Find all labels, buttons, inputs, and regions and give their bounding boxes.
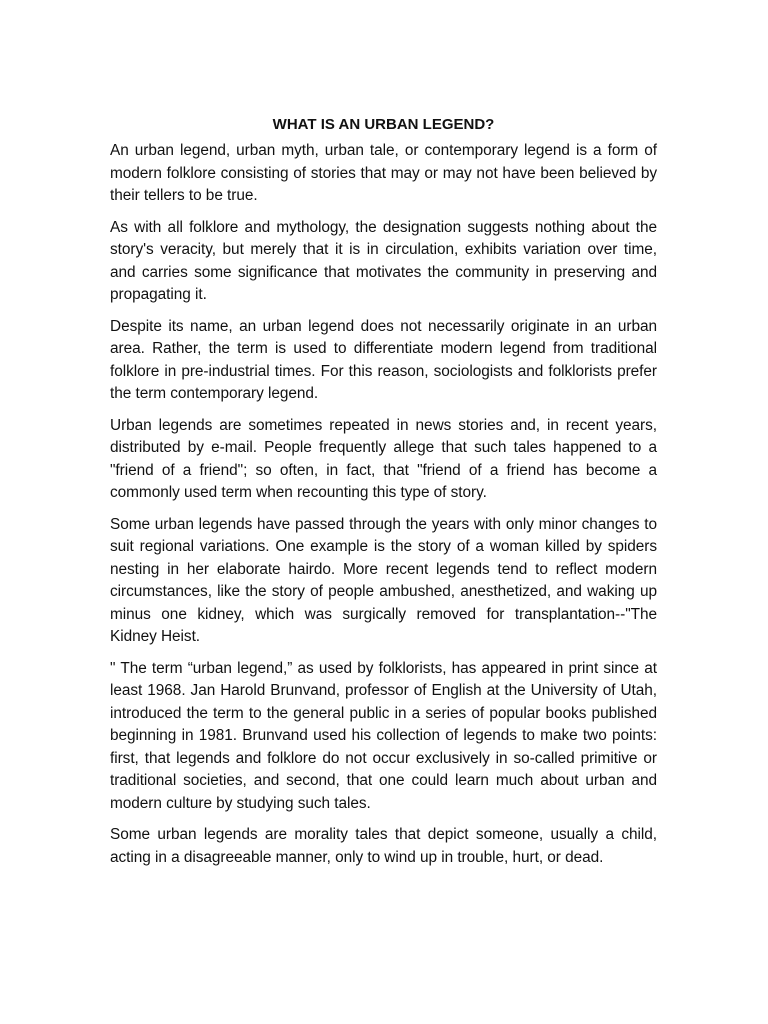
paragraph-folklore: As with all folklore and mythology, the designation suggests nothing about the story's veracity, but merely that it is in circulation, exhibits variation over time, and carries some significance that motivates the community in preserving and propagating it. bbox=[110, 218, 657, 303]
paragraph-brunvand: " The term “urban legend,” as used by folklorists, has appeared in print since at least 1968. Jan Harold Brunvand, professor of English at the University of Utah, introduced the term to the general public in a series of popular books published beginning in 1981. Brunvand used his collection of legends to make two points: first, that legends and folklore do not occur exclusively in so-called primitive or traditional societies, and second, that one could learn much about urban and modern culture by studying such tales. bbox=[110, 659, 657, 812]
paragraph-definition: An urban legend, urban myth, urban tale, or contemporary legend is a form of modern folklore consisting of stories that may or may not have been believed by their tellers to be true. bbox=[110, 142, 657, 204]
paragraph-news-email: Urban legends are sometimes repeated in news stories and, in recent years, distributed by e-mail. People frequently allege that such tales happened to a "friend of a friend"; so often, in fact, that "friend of a friend has become a commonly used term when recounting this type of story. bbox=[110, 416, 657, 501]
document-page bbox=[110, 114, 657, 878]
paragraph-morality-tales: Some urban legends are morality tales that depict someone, usually a child, acting in a disagreeable manner, only to wind up in trouble, hurt, or dead. bbox=[110, 826, 657, 866]
paragraph-variations: Some urban legends have passed through the years with only minor changes to suit regional variations. One example is the story of a woman killed by spiders nesting in her elaborate hairdo. More recent legends tend to reflect modern circumstances, like the story of people ambushed, anesthetized, and waking up minus one kidney, which was surgically removed for transplantation--"The Kidney Heist. bbox=[110, 515, 657, 645]
paragraph-name-origin: Despite its name, an urban legend does not necessarily originate in an urban area. Rather, the term is used to differentiate modern legend from traditional folklore in pre-industrial times. For this reason, sociologists and folklorists prefer the term contemporary legend. bbox=[110, 317, 657, 402]
document-title: WHAT IS AN URBAN LEGEND? bbox=[272, 116, 495, 133]
